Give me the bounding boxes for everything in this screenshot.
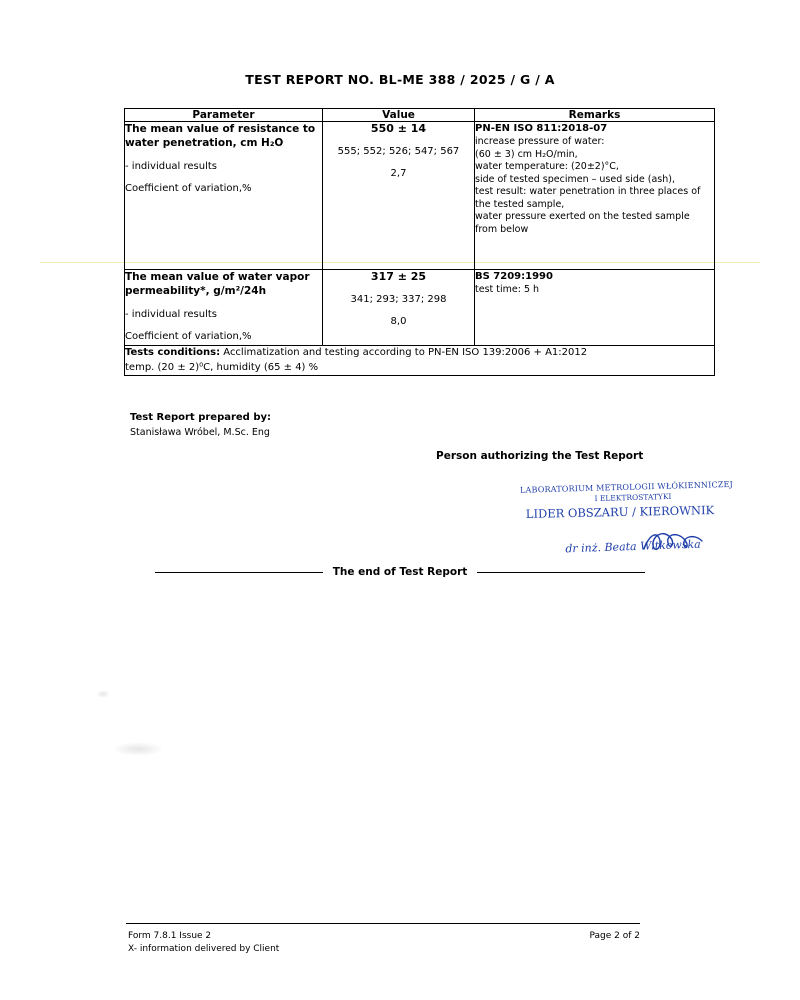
remarks-cell [475,270,715,346]
value-mean: 550 ± 14 [370,122,427,135]
page-title: TEST REPORT NO. BL-ME 388 / 2025 / G / A [245,72,555,87]
stamp-line-laboratory: LABORATORIUM METROLOGII WŁÓKIENNICZEJ [519,479,734,495]
test-conditions-label: Tests conditions: [125,347,221,358]
parameter-title: The mean value of resistance to water penetration, cm H₂O [125,123,316,150]
parameter-subline: - individual results [125,309,217,321]
prepared-by-block [130,411,271,439]
column-header-parameter: Parameter [125,109,323,122]
test-conditions-line2: temp. (20 ± 2)⁰C, humidity (65 ± 4) % [125,361,319,373]
remarks-standard: BS 7209:1990 [475,271,553,282]
signature-name: dr inż. Beata Witkowska [565,537,701,556]
prepared-by-name: Stanisława Wróbel, M.Sc. Eng [130,426,270,438]
remarks-line: (60 ± 3) cm H₂O/min, [475,148,578,160]
end-of-report-row [155,566,645,578]
scan-artifact-smudge-small [96,690,110,698]
remarks-cell [475,122,715,270]
footer-note: X- information delivered by Client [128,944,280,955]
remarks-line: test time: 5 h [475,284,540,296]
parameter-cell [125,270,323,346]
table-header-row [125,109,715,122]
parameter-subline: Coefficient of variation,% [125,183,252,195]
table-row [125,270,715,346]
remarks-line: water temperature: (20±2)°C, [475,161,619,173]
table-row [125,122,715,270]
remarks-line: increase pressure of water: [475,136,605,148]
remarks-line: side of tested specimen – used side (ash), [475,173,675,185]
value-coefficient-variation: 8,0 [390,316,407,327]
test-conditions-cell [125,346,715,376]
laboratory-stamp [519,479,734,521]
remarks-line: test result: water penetration in three places of the tested sample, [475,186,701,210]
remarks-standard: PN-EN ISO 811:2018-07 [475,123,608,134]
parameter-subline: Coefficient of variation,% [125,331,252,343]
test-conditions-text: Acclimatization and testing according to PN-EN ISO 139:2006 + A1:2012 [220,347,588,358]
column-header-value: Value [323,109,475,122]
value-cell [323,270,475,346]
value-coefficient-variation: 2,7 [390,168,407,179]
footer-form-id: Form 7.8.1 Issue 2 [128,931,212,941]
column-header-remarks: Remarks [475,109,715,122]
end-rule-right [477,572,645,573]
value-individual-results: 341; 293; 337; 298 [350,294,447,305]
footer-page-number: Page 2 of 2 [589,931,640,941]
scan-artifact-smudge [112,742,164,756]
value-cell [323,122,475,270]
footer-divider [126,923,640,924]
end-of-report-text: The end of Test Report [332,566,468,578]
footer-left-block [128,930,279,956]
stamp-line-department: I ELEKTROSTATYKI [594,491,672,504]
prepared-by-label: Test Report prepared by: [130,412,272,423]
stamp-line-role: LIDER OBSZARU / KIEROWNIK [525,503,715,521]
remarks-line: water pressure exerted on the tested sample from below [475,211,690,235]
value-individual-results: 555; 552; 526; 547; 567 [337,146,460,157]
test-results-table [124,108,715,376]
authorizing-heading: Person authorizing the Test Report [436,450,644,462]
table-row-conditions [125,346,715,376]
value-mean: 317 ± 25 [370,270,427,283]
parameter-subline: - individual results [125,161,217,173]
end-rule-left [155,572,323,573]
parameter-title: The mean value of water vapor permeability*, g/m²/24h [125,271,310,298]
parameter-cell [125,122,323,270]
